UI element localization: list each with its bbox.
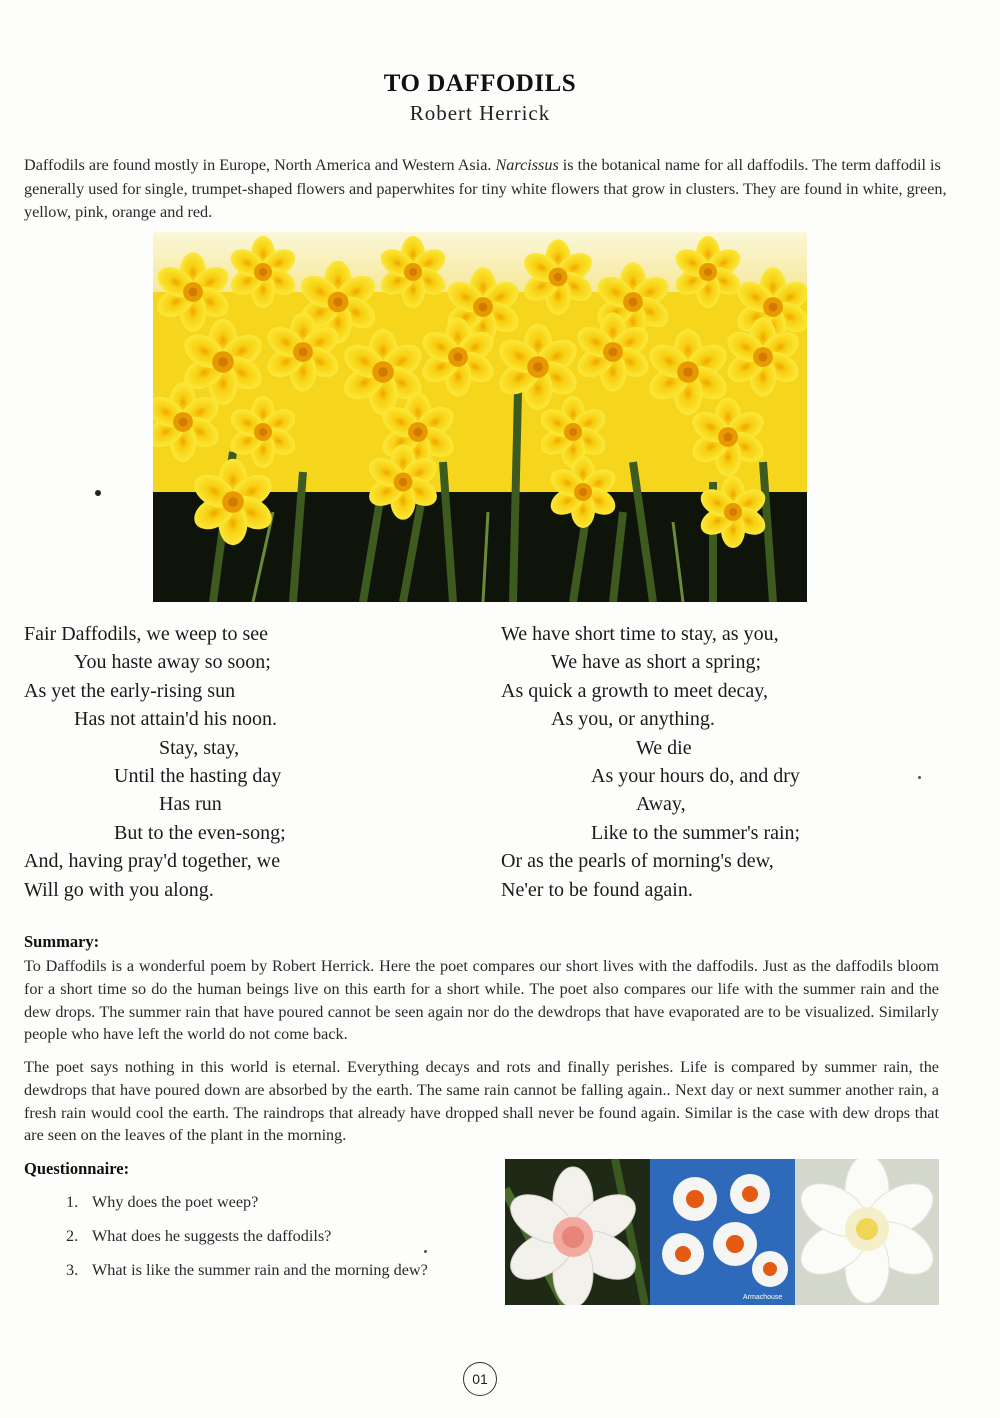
question-number: 2. — [66, 1227, 79, 1245]
poem-line: Ne'er to be found again. — [501, 878, 693, 901]
poem-line: Has run — [159, 793, 222, 816]
question-number: 1. — [66, 1193, 79, 1211]
poem-stanza-right — [501, 620, 941, 904]
question-item — [66, 1261, 506, 1295]
question-text: What does he suggests the daffodils? — [92, 1227, 332, 1245]
questionnaire-heading: Questionnaire: — [24, 1159, 130, 1178]
question-item — [66, 1227, 506, 1261]
page-number-badge: 01 — [463, 1362, 497, 1396]
photo-caption: Armachouse — [743, 1294, 783, 1301]
intro-botanical-name: Narcissus — [495, 156, 559, 174]
summary-paragraph-2: The poet says nothing in this world is eternal. Everything decays and rots and finally perishes. Life is compared by summer rain, the dewdrops that have poured down are absorbed by the earth. The same rain cannot be falling again.. Next day or next summer another rain, a fresh rain would cool the earth. The raindrops that already have dropped shall never be found again. Similar is the case with dew drops that are seen on the leaves of the plant in the morning. — [24, 1058, 939, 1145]
question-number: 3. — [66, 1261, 79, 1279]
poem-line: As you, or anything. — [551, 708, 715, 731]
poem-line: As yet the early-rising sun — [24, 679, 236, 702]
poem-line: Like to the summer's rain; — [591, 821, 801, 844]
poem-line: As quick a growth to meet decay, — [501, 679, 768, 702]
poem-line: Away, — [636, 793, 686, 816]
question-item — [66, 1193, 506, 1227]
summary-heading: Summary: — [24, 932, 100, 951]
poem-line: Has not attain'd his noon. — [74, 708, 278, 731]
poem-line: Fair Daffodils, we weep to see — [24, 623, 269, 645]
summary-paragraph-1: To Daffodils is a wonderful poem by Robert Herrick. Here the poet compares our short lives with the daffodils. Just as the daffodils bloom for a short time so do the human beings live on this earth for a short while. The poet also compares our life with the summer rain and the dew drops. The summer rain that have poured cannot be seen again nor do the dewdrops that have evaporated are to be visualized. Similarly people who have left the world do not come back. — [24, 957, 939, 1044]
poem-line: We have short time to stay, as you, — [501, 623, 779, 645]
question-text: Why does the poet weep? — [92, 1193, 259, 1211]
poem-line: And, having pray'd together, we — [24, 850, 281, 873]
poem-line: We have as short a spring; — [551, 651, 761, 674]
poem-line: But to the even-song; — [114, 821, 286, 844]
poem-line: You haste away so soon; — [74, 651, 271, 674]
page-speck — [424, 1250, 427, 1253]
page-speck — [95, 490, 101, 496]
poem-stanza-left — [24, 620, 464, 904]
poem-line: Until the hasting day — [114, 765, 282, 788]
page-speck — [918, 776, 921, 779]
question-text: What is like the summer rain and the morning dew? — [92, 1261, 428, 1279]
poem-line: Stay, stay, — [159, 736, 240, 759]
intro-text-end: is the botanical name for all daffodils. The term daffodil is generally used for single, trumpet-shaped flowers and paperwhites for tiny white flowers that grow in clusters. They are found in white, green, yellow, pink, orange and red. — [24, 156, 947, 221]
poem-line: As your hours do, and dry — [591, 765, 800, 788]
page-author: Robert Herrick — [409, 101, 551, 125]
poem-line: Or as the pearls of morning's dew, — [501, 850, 774, 873]
questionnaire-list — [66, 1193, 506, 1295]
poem-line: Will go with you along. — [24, 878, 214, 901]
poem-line: We die — [636, 736, 692, 759]
daffodil-field-image — [153, 232, 807, 602]
page-title: TO DAFFODILS — [383, 70, 577, 97]
intro-paragraph — [24, 154, 954, 225]
narcissus-varieties-image — [505, 1159, 939, 1305]
intro-text-start: Daffodils are found mostly in Europe, North America and Western Asia. — [24, 156, 496, 174]
